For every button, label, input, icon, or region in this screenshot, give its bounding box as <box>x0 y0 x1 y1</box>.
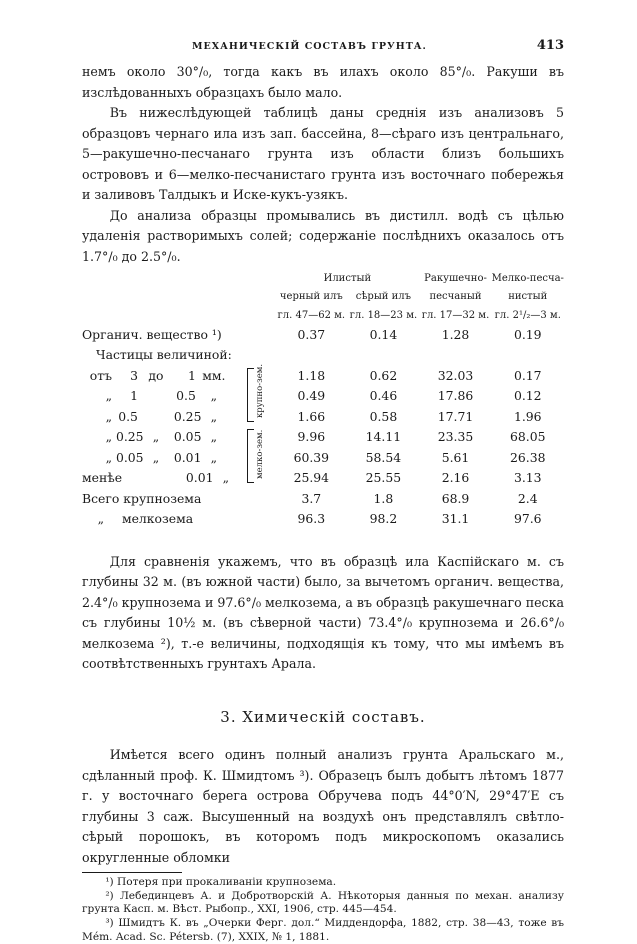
row-label-total-fine: мелкозема <box>121 511 194 527</box>
range-lower: 0.25 <box>115 429 144 445</box>
table-col-header-a <box>82 288 564 307</box>
ditto-mark: „ <box>97 511 104 527</box>
table-cell: 68.05 <box>510 429 546 445</box>
table-row <box>82 448 564 469</box>
range-label <box>82 468 247 489</box>
table-cell: 5.61 <box>441 449 470 465</box>
range-lower: 1 <box>130 388 138 404</box>
table-cell: 1.66 <box>297 408 326 424</box>
table-cell: 0.49 <box>297 388 326 404</box>
table-cell: 0.12 <box>513 388 542 404</box>
table-cell: 0.37 <box>297 326 326 342</box>
header-ilisty: Илистый <box>323 272 372 284</box>
paragraph-3: До анализа образцы промывались въ дистилл. водѣ съ цѣлью удаленія растворимыхъ солей; содержаніе послѣднихъ оказалось отъ 1.7°/₀ до 2.5°/₀. <box>82 207 564 264</box>
paragraph-4: Для сравненія укажемъ, что въ образцѣ ила Каспійскаго м. съ глубины 32 м. (въ южной части) было, за вычетомъ органич. вещества, 2.4°/₀ крупнозема и 97.6°/₀ мелкозема, а въ образцѣ ракушечнаго песка съ глубины 10½ м. (въ сѣверной части) 73.4°/₀ крупнозема и 26.6°/₀ мелкозема ²), т.-е величины, подходящія къ тому, что мы имѣемъ въ соотвѣтственныхъ грунтахъ Арала. <box>82 553 564 672</box>
footnotes <box>82 876 564 944</box>
col3-name: песчаный <box>429 291 482 303</box>
range-lower: 0.05 <box>115 449 144 465</box>
table-cell: 23.35 <box>437 429 474 445</box>
running-title: МЕХАНИЧЕСКІЙ СОСТАВЪ ГРУНТА. <box>192 41 427 52</box>
table-cell: 1.96 <box>513 408 542 424</box>
table-row-particles <box>82 345 564 366</box>
range-lower: 3 <box>130 367 138 383</box>
table-row <box>82 407 564 428</box>
section-title: 3. Химическій составъ. <box>220 707 426 726</box>
ditto-mark: „ <box>152 449 160 465</box>
paragraph-1: немъ около 30°/₀, тогда какъ въ илахъ около 85°/₀. Ракуши въ изслѣдованныхъ образцахъ было мало. <box>82 64 564 100</box>
ditto-mark: „ <box>105 408 112 424</box>
table-cell: 31.1 <box>441 511 470 527</box>
ditto-mark: „ <box>105 449 112 465</box>
header-melko: Мелко-песча- <box>491 272 564 284</box>
range-upper: 0.5 <box>176 388 196 404</box>
table-cell: 0.62 <box>369 367 398 383</box>
col1-name: черный илъ <box>279 291 343 303</box>
table-row <box>82 386 564 407</box>
range-unit: мм. <box>202 367 226 383</box>
table-cell: 60.39 <box>293 449 330 465</box>
col2-name: сѣрый илъ <box>355 291 412 303</box>
range-lower: 0.5 <box>118 408 138 424</box>
col2-depth: гл. 18—23 м. <box>349 309 418 321</box>
table-cell: 3.7 <box>301 490 322 506</box>
table-row-total-fine <box>82 509 564 530</box>
table-row-total-coarse <box>82 489 564 510</box>
coarse-label: крупно-зем. <box>255 363 266 418</box>
table-cell: 1.28 <box>441 326 470 342</box>
ditto-mark: „ <box>152 429 160 445</box>
range-label <box>82 448 247 469</box>
ditto-mark: „ <box>210 429 218 445</box>
range-upper: 0.01 <box>173 449 202 465</box>
table-cell: 1.8 <box>373 490 394 506</box>
ditto-mark: „ <box>105 429 112 445</box>
grain-size-table <box>82 269 564 530</box>
coarse-bracket <box>247 363 275 428</box>
range-label <box>82 407 247 428</box>
table-row <box>82 468 564 489</box>
paragraph-5: Имѣется всего одинъ полный анализъ грунта Аральскаго м., сдѣланный проф. К. Шмидтомъ ³). Образецъ былъ добытъ лѣтомъ 1877 г. у восточнаго берега острова Обручева подъ 44°0′N, 29°47′E съ глубины 3 саж. Высушенный на воздухѣ онъ представлялъ свѣтло-сѣрый порошокъ, въ которомъ подъ микроскопомъ оказались округленные обломки <box>82 747 564 865</box>
table-cell: 26.38 <box>510 449 546 465</box>
ditto-mark: „ <box>105 388 112 404</box>
range-upper: 0.01 <box>185 470 214 486</box>
paragraph-2: Въ нижеслѣдующей таблицѣ даны среднія изъ анализовъ 5 образцовъ чернаго ила изъ зап. бассейна, 8—сѣраго изъ центральнаго, 5—ракушечно-песчанаго грунта изъ области близъ большихъ острововъ и 6—мелко-песчанистаго грунта изъ восточнаго побережья и заливовъ Талдыкъ и Иске-кукъ-узякъ. <box>82 105 564 202</box>
table-cell: 68.9 <box>441 490 470 506</box>
col4-depth: гл. 2¹/₂—3 м. <box>494 309 561 321</box>
fine-label: мелко-зем. <box>255 429 266 480</box>
table-cell: 0.14 <box>369 326 398 342</box>
running-header <box>82 36 564 62</box>
row-label-particles: Частицы величиной: <box>96 347 232 363</box>
range-label <box>82 386 247 407</box>
col4-name: нистый <box>508 291 548 303</box>
range-upper: 0.25 <box>173 408 202 424</box>
table-cell: 96.3 <box>297 511 326 527</box>
footnote-1: ¹) Потеря при прокаливаніи крупнозема. <box>105 876 337 889</box>
table-col-header-b <box>82 306 564 325</box>
table-cell: 17.71 <box>437 408 474 424</box>
table-cell: 14.11 <box>365 429 402 445</box>
table-cell: 0.17 <box>513 367 542 383</box>
table-cell: 58.54 <box>365 449 402 465</box>
table-cell: 0.46 <box>369 388 398 404</box>
table-cell: 25.55 <box>365 470 402 486</box>
table-cell: 25.94 <box>293 470 330 486</box>
table-cell: 0.19 <box>513 326 542 342</box>
table-cell: 32.03 <box>437 367 474 383</box>
footnote-rule <box>82 872 182 873</box>
table-row-organic <box>82 325 564 346</box>
table-cell: 98.2 <box>369 511 398 527</box>
range-label <box>82 366 247 387</box>
fine-bracket <box>247 427 275 489</box>
table-row <box>82 366 564 387</box>
range-to-word: до <box>148 367 164 383</box>
row-label-organic: Органич. вещество ¹) <box>82 326 222 342</box>
range-label <box>82 427 247 448</box>
ditto-mark: „ <box>210 408 218 424</box>
row-label-total-coarse: Всего крупнозема <box>82 490 202 506</box>
table-cell: 3.13 <box>513 470 542 486</box>
table-group-header <box>82 269 564 288</box>
ditto-mark: „ <box>210 449 218 465</box>
table-row <box>82 427 564 448</box>
footnote-2: ²) Лебединцевъ А. и Добротворскій А. Нѣкоторыя данныя по механ. анализу грунта Касп. м. Вѣст. Рыбопр., XXI, 1906, стр. 445—454. <box>82 889 564 916</box>
footnote-3: ³) Шмидтъ К. въ „Очерки Ферг. дол.“ Миддендорфа, 1882, стр. 38—43, тоже въ Mém. Acad. Sc. Pétersb. (7), XXIX, № 1, 1881. <box>82 917 564 943</box>
table-cell: 0.58 <box>369 408 398 424</box>
table-cell: 2.4 <box>517 490 538 506</box>
ditto-mark: „ <box>210 388 218 404</box>
row-label-total-fine-wrap <box>82 509 275 530</box>
range-upper: 0.05 <box>173 429 202 445</box>
table-cell: 97.6 <box>513 511 542 527</box>
less-word: менѣе <box>82 470 123 486</box>
col1-depth: гл. 47—62 м. <box>277 309 346 321</box>
header-rakush: Ракушечно- <box>424 272 487 284</box>
table-cell: 9.96 <box>297 429 326 445</box>
range-upper: 1 <box>187 367 196 383</box>
range-from-word: отъ <box>89 367 112 383</box>
table-cell: 1.18 <box>297 367 326 383</box>
table-cell: 17.86 <box>437 388 474 404</box>
page <box>82 36 564 944</box>
ditto-mark: „ <box>222 470 230 486</box>
col3-depth: гл. 17—32 м. <box>421 309 490 321</box>
page-number: 413 <box>536 38 564 53</box>
table-cell: 2.16 <box>441 470 470 486</box>
